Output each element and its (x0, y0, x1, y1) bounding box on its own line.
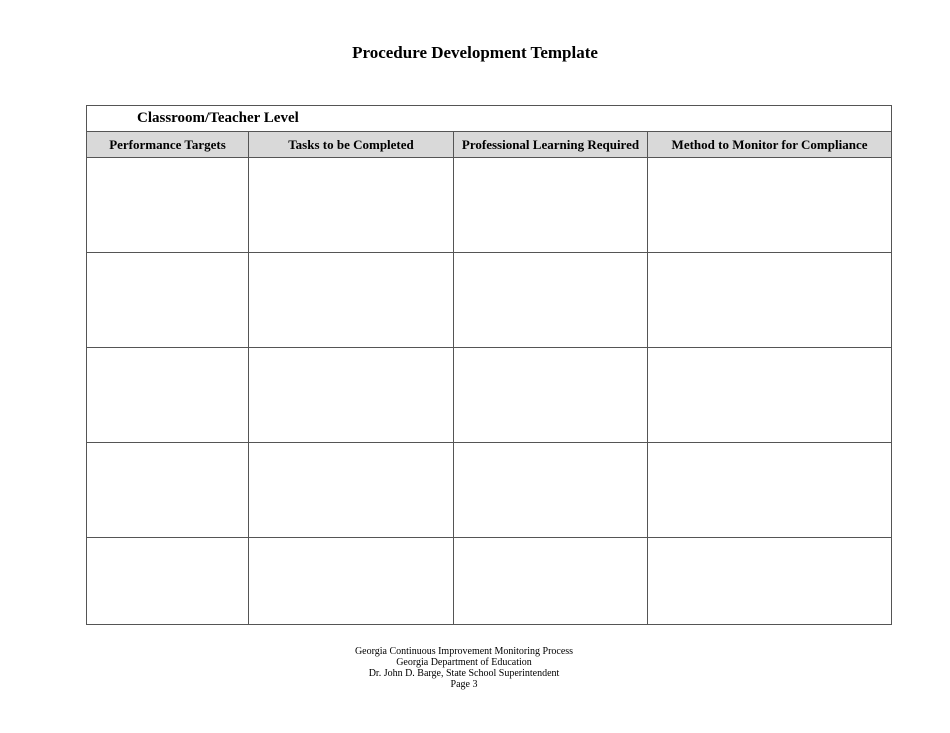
page-title: Procedure Development Template (352, 43, 598, 62)
table-cell[interactable] (454, 158, 648, 253)
footer-superintendent: Dr. John D. Barge, State School Superintendent (368, 668, 560, 679)
footer-department: Georgia Department of Education (396, 657, 532, 668)
level-label: Classroom/Teacher Level (87, 106, 892, 132)
table-cell[interactable] (454, 538, 648, 625)
table-cell[interactable] (454, 253, 648, 348)
table-row (87, 443, 892, 538)
table-cell[interactable] (648, 348, 892, 443)
table-cell[interactable] (87, 253, 249, 348)
table-cell[interactable] (249, 253, 454, 348)
table-row (87, 538, 892, 625)
table-cell[interactable] (454, 443, 648, 538)
table-cell[interactable] (87, 538, 249, 625)
footer-page-number: Page 3 (450, 679, 478, 690)
table-cell[interactable] (249, 443, 454, 538)
table-cell[interactable] (249, 158, 454, 253)
table-row (87, 158, 892, 253)
column-header-professional-learning: Professional Learning Required (454, 132, 648, 158)
table-cell[interactable] (648, 158, 892, 253)
table-cell[interactable] (648, 443, 892, 538)
column-header-performance-targets: Performance Targets (87, 132, 249, 158)
footer-process-name: Georgia Continuous Improvement Monitoring Process (354, 646, 574, 657)
header-row (87, 132, 892, 158)
table-cell[interactable] (249, 348, 454, 443)
table-cell[interactable] (87, 158, 249, 253)
level-row (87, 106, 892, 132)
table-cell[interactable] (87, 348, 249, 443)
procedure-table (86, 105, 892, 625)
table-cell[interactable] (249, 538, 454, 625)
column-header-monitoring-method: Method to Monitor for Compliance (648, 132, 892, 158)
table-cell[interactable] (648, 538, 892, 625)
table-cell[interactable] (87, 443, 249, 538)
table-cell[interactable] (454, 348, 648, 443)
table-row (87, 348, 892, 443)
page-footer (0, 646, 928, 690)
column-header-tasks: Tasks to be Completed (249, 132, 454, 158)
table-row (87, 253, 892, 348)
table-cell[interactable] (648, 253, 892, 348)
